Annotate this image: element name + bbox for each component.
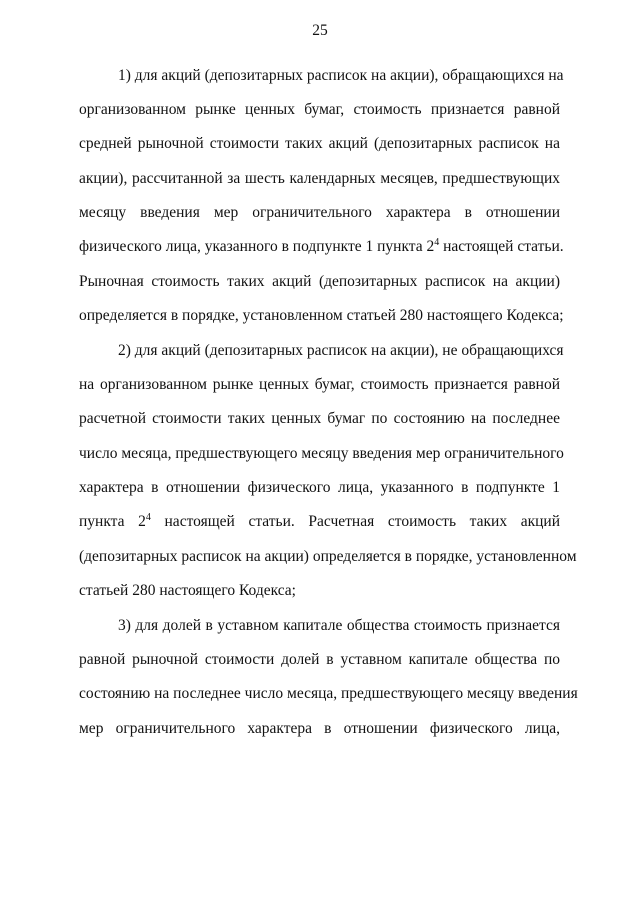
text-line: состоянию на последнее число месяца, предшествующего месяцу введения xyxy=(79,685,578,702)
text-line: на организованном рынке ценных бумаг, стоимость признается равной xyxy=(79,376,560,393)
text-line: (депозитарных расписок на акции) определяется в порядке, установленном xyxy=(79,548,577,565)
superscript: 4 xyxy=(145,512,151,523)
text-line: равной рыночной стоимости долей в уставном капитале общества по xyxy=(79,651,560,668)
text-line: определяется в порядке, установленном статьей 280 настоящего Кодекса; xyxy=(79,307,564,324)
text-segment: пункта 2 xyxy=(79,513,146,530)
text-line xyxy=(79,512,560,532)
text-line: мер ограничительного характера в отношении физического лица, xyxy=(79,720,560,737)
page-number: 25 xyxy=(312,22,328,39)
superscript: 4 xyxy=(434,237,440,248)
text-line: средней рыночной стоимости таких акций (депозитарных расписок на xyxy=(79,135,560,152)
text-segment: физического лица, указанного в подпункте 1 пункта 2 xyxy=(79,238,435,255)
text-line: статьей 280 настоящего Кодекса; xyxy=(79,582,296,599)
text-line: 1) для акций (депозитарных расписок на акции), обращающихся на xyxy=(118,67,564,84)
text-line: организованном рынке ценных бумаг, стоимость признается равной xyxy=(79,101,560,118)
text-line: число месяца, предшествующего месяцу введения мер ограничительного xyxy=(79,445,564,462)
text-line: расчетной стоимости таких ценных бумаг по состоянию на последнее xyxy=(79,410,560,427)
text-line: 3) для долей в уставном капитале общества стоимость признается xyxy=(118,617,560,634)
text-line: месяцу введения мер ограничительного характера в отношении xyxy=(79,204,560,221)
text-segment: настоящей статьи. Расчетная стоимость таких акций xyxy=(150,513,560,530)
text-line: характера в отношении физического лица, указанного в подпункте 1 xyxy=(79,479,560,496)
text-line: 2) для акций (депозитарных расписок на акции), не обращающихся xyxy=(118,342,564,359)
text-line: Рыночная стоимость таких акций (депозитарных расписок на акции) xyxy=(79,273,560,290)
text-line xyxy=(79,237,564,257)
text-segment: настоящей статьи. xyxy=(439,238,564,255)
text-line: акции), рассчитанной за шесть календарных месяцев, предшествующих xyxy=(79,170,560,187)
